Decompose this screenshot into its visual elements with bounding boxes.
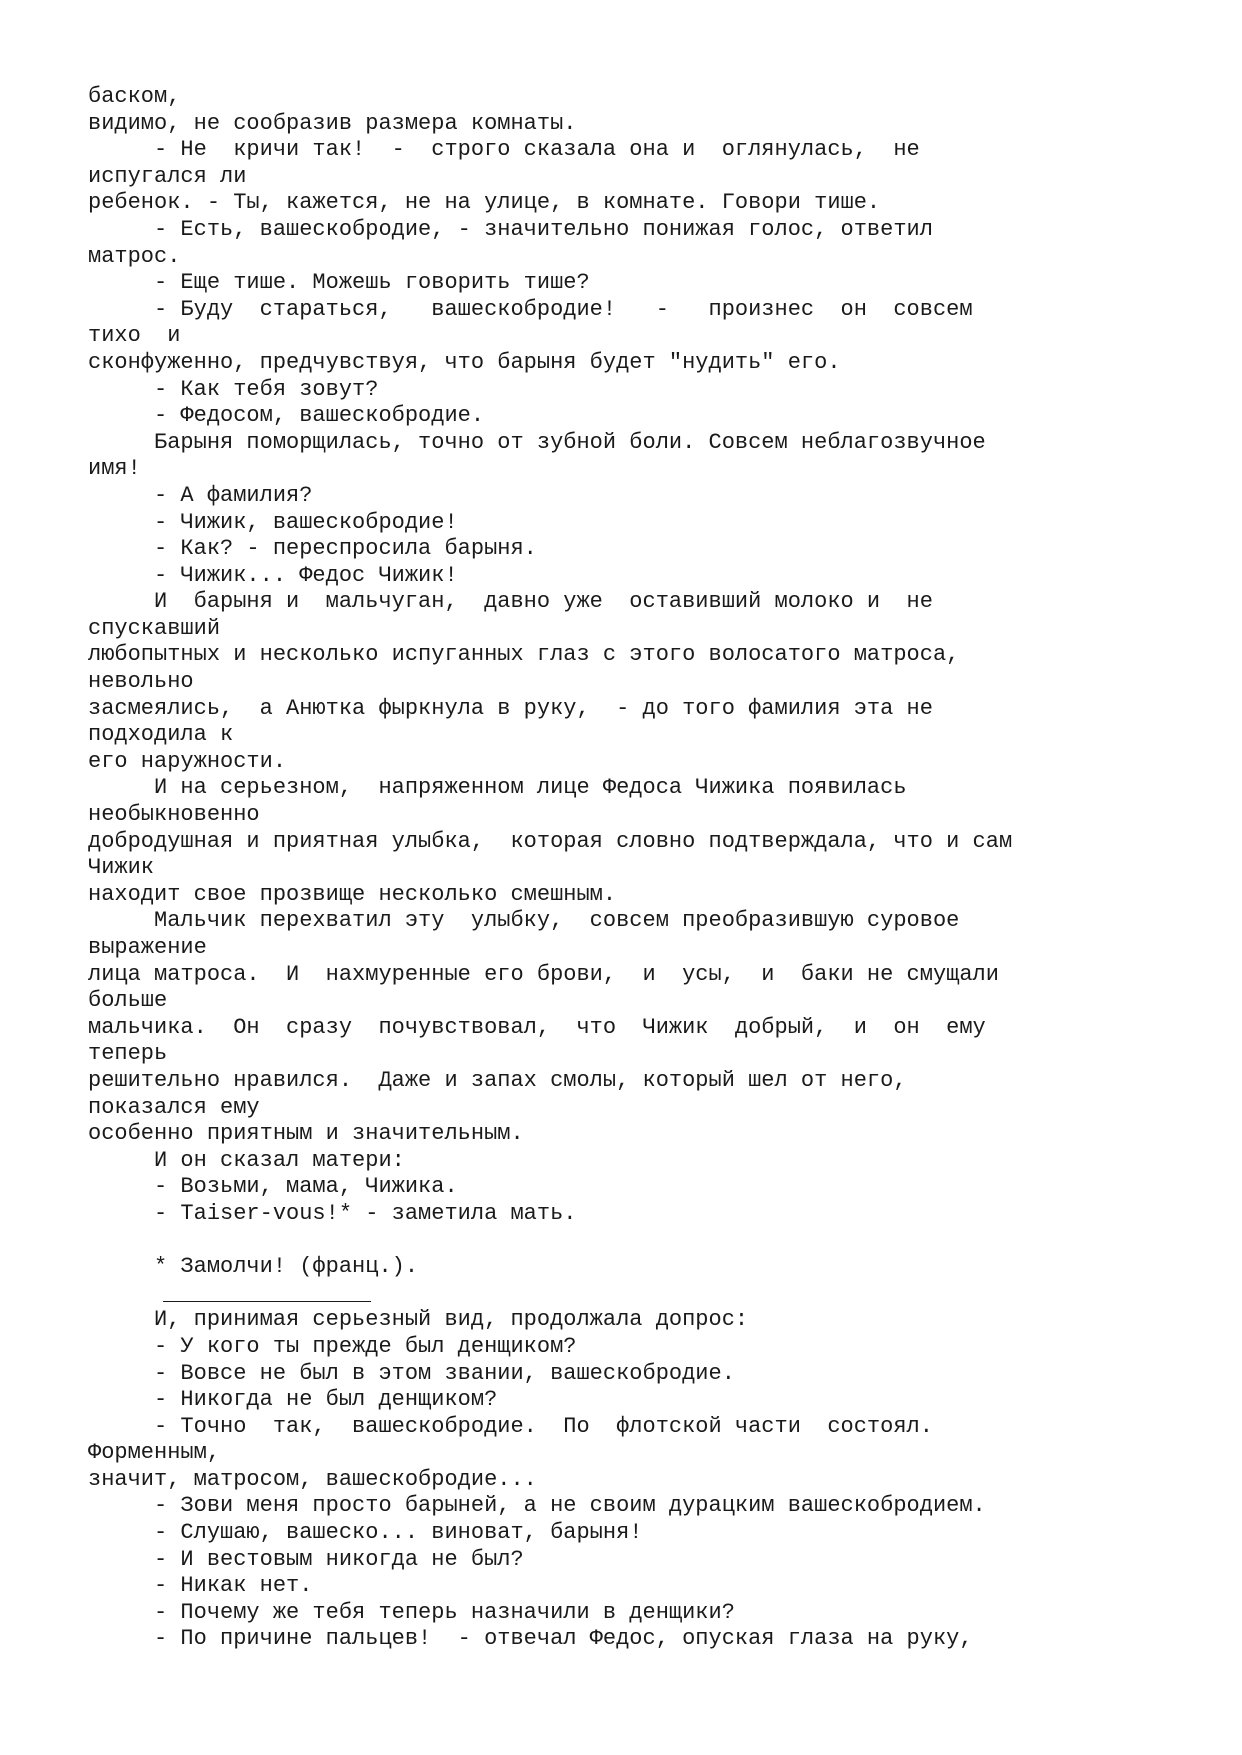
text-line: сконфуженно, предчувствуя, что барыня будет "нудить" его. <box>88 349 841 375</box>
text-line: показался ему <box>88 1094 260 1120</box>
text-line: - Никак нет. <box>88 1573 313 1599</box>
text-line: его наружности. <box>88 748 287 774</box>
text-line: - Еще тише. Можешь говорить тише? <box>88 270 590 296</box>
footnote-rule-line <box>88 1228 1218 1255</box>
text-line: - У кого ты прежде был денщиком? <box>88 1333 577 1359</box>
text-line: имя! <box>88 456 141 482</box>
text-line: Мальчик перехватил эту улыбку, совсем преобразившую суровое <box>88 908 960 934</box>
text-line <box>88 1281 1218 1308</box>
text-line: - А фамилия? <box>88 482 313 508</box>
text-line: испугался ли <box>88 163 247 189</box>
document-page <box>88 84 1218 1653</box>
text-line: видимо, не сообразив размера комнаты. <box>88 110 577 136</box>
text-line: особенно приятным и значительным. <box>88 1121 524 1147</box>
text-line: выражение <box>88 935 207 960</box>
text-line: матрос. <box>88 243 181 269</box>
text-line: необыкновенно <box>88 802 260 828</box>
text-line: - Федосом, вашескобродие. <box>88 403 485 429</box>
text-line: - Как? - переспросила барыня. <box>88 536 537 562</box>
footnote-text: * Замолчи! (франц.). <box>88 1254 419 1280</box>
text-line: мальчика. Он сразу почувствовал, что Чижик добрый, и он ему <box>88 1014 986 1040</box>
text-line: теперь <box>88 1041 168 1067</box>
text-line: добродушная и приятная улыбка, которая словно подтверждала, что и сам <box>88 828 1013 854</box>
text-line: решительно нравился. Даже и запах смолы, который шел от него, <box>88 1067 907 1093</box>
text-line: подходила к <box>88 722 234 748</box>
text-line: И он сказал матери: <box>88 1147 405 1173</box>
text-line: засмеялись, а Анютка фыркнула в руку, - до того фамилия эта не <box>88 695 933 721</box>
text-line: - Слушаю, вашеско... виноват, барыня! <box>88 1520 643 1546</box>
text-line: - Точно так, вашескобродие. По флотской части состоял. <box>88 1413 933 1439</box>
text-line: лица матроса. И нахмуренные его брови, и усы, и баки не смущали <box>88 961 999 987</box>
text-line: - Буду стараться, вашескобродие! - произнес он совсем <box>88 296 973 322</box>
text-line: - Чижик... Федос Чижик! <box>88 562 458 588</box>
text-line: - Почему же тебя теперь назначили в денщики? <box>88 1599 735 1625</box>
text-line: - Как тебя зовут? <box>88 376 379 402</box>
text-line: - По причине пальцев! - отвечал Федос, опуская глаза на руку, <box>88 1626 973 1652</box>
text-line: больше <box>88 988 168 1014</box>
text-line: спускавший <box>88 615 221 641</box>
text-line: - Есть, вашескобродие, - значительно понижая голос, ответил <box>88 216 933 242</box>
text-line: - Чижик, вашескобродие! <box>88 509 458 535</box>
text-line: - Зови меня просто барыней, а не своим дурацким вашескобродием. <box>88 1493 986 1519</box>
text-line: любопытных и несколько испуганных глаз с этого волосатого матроса, <box>88 642 960 668</box>
text-line: - Возьми, мама, Чижика. <box>88 1174 458 1200</box>
text-line: значит, матросом, вашескобродие... <box>88 1466 537 1492</box>
text-line: Барыня поморщилась, точно от зубной боли. Совсем неблагозвучное <box>88 429 986 455</box>
text-line: - И вестовым никогда не был? <box>88 1546 524 1572</box>
text-line: тихо и <box>88 323 181 349</box>
text-line: - Никогда не был денщиком? <box>88 1387 498 1413</box>
text-line: И на серьезном, напряженном лице Федоса Чижика появилась <box>88 775 907 801</box>
text-line: находит свое прозвище несколько смешным. <box>88 881 617 907</box>
text-line: И, принимая серьезный вид, продолжала допрос: <box>88 1307 749 1333</box>
footnote-rule <box>163 1301 371 1302</box>
text-line: ребенок. - Ты, кажется, не на улице, в комнате. Говори тише. <box>88 190 881 216</box>
text-line: И барыня и мальчуган, давно уже оставивший молоко и не <box>88 589 933 615</box>
text-line: баском, <box>88 84 181 109</box>
text-line: Форменным, <box>88 1440 221 1466</box>
text-line: невольно <box>88 669 194 695</box>
text-line: - Вовсе не был в этом звании, вашескобродие. <box>88 1360 735 1386</box>
text-line: - Taiser-vous!* - заметила мать. <box>88 1200 577 1226</box>
text-line: Чижик <box>88 855 155 881</box>
text-line: - Не кричи так! - строго сказала она и оглянулась, не <box>88 137 920 163</box>
